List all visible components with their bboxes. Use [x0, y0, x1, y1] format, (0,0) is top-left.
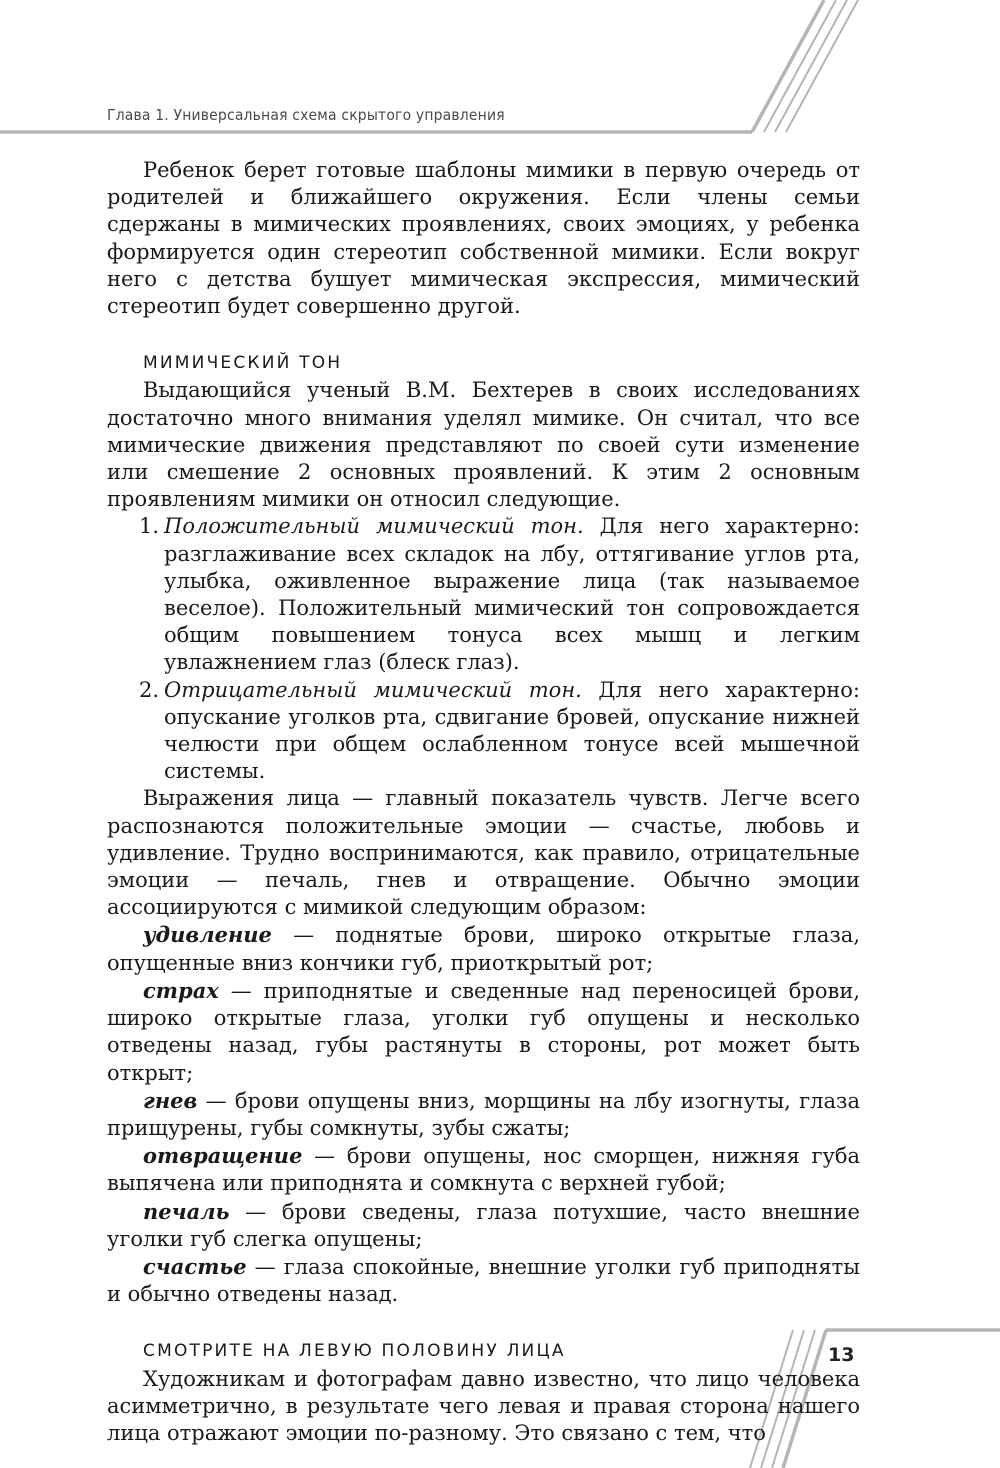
list-item: [107, 513, 860, 676]
emotion-entry: [107, 977, 860, 1087]
emotion-term: счастье: [143, 1253, 247, 1279]
list-number: 2.: [139, 677, 160, 702]
emotion-entry: [107, 1253, 860, 1308]
list-term: Положительный мимический тон.: [164, 514, 584, 539]
emotion-description: — приподнятые и сведенные над переносицей брови, широко открытые глаза, уголки губ опущены и несколько отведены назад, губы растянуты в стороны, рот может быть открыт;: [107, 978, 860, 1085]
intro-paragraph: Ребенок берет готовые шаблоны мимики в первую очередь от родителей и ближайшего окружения. Если члены семьи сдержаны в мимических проявлениях, своих эмоциях, у ребенка формируется один стереотип собственной мимики. Если вокруг него с детства бушует мимическая экспрессия, мимический стереотип будет совершенно другой.: [107, 158, 860, 319]
list-term: Отрицательный мимический тон.: [164, 677, 582, 702]
mimic-tone-list: [107, 513, 860, 785]
emotion-term: страх: [143, 977, 219, 1003]
emotion-description: — брови опущены, нос сморщен, нижняя губа выпячена или приподнята и сомкнута с верхней губой;: [107, 1144, 860, 1196]
list-text: Для него характерно: разглаживание всех складок на лбу, оттягивание углов рта, улыбка, оживленное выражение лица (так называемое веселое). Положительный мимический тон сопровождается общим повышением тонуса всех мышц и легким увлажнением глаз (блеск глаз).: [164, 514, 860, 675]
emotion-term: отвращение: [143, 1143, 303, 1169]
page-body: [107, 157, 860, 1447]
emotion-description: — брови опущены вниз, морщины на лбу изогнуты, глаза прищурены, губы сомкнуты, зубы сжаты;: [107, 1088, 860, 1140]
emotion-description: — поднятые брови, широко открытые глаза, опущенные вниз кончики губ, приоткрытый рот;: [107, 923, 860, 975]
list-number: 1.: [139, 514, 160, 539]
page-number: 13: [828, 1344, 855, 1366]
emotion-entry: [107, 1142, 860, 1197]
section-intro-paragraph: Выдающийся ученый В.М. Бехтерев в своих исследованиях достаточно много внимания уделял мимике. Он считал, что все мимические движения представляют по своей сути изменение или смешение 2 основных проявлений. К этим 2 основным проявлениям мимики он относил следующие.: [107, 378, 860, 512]
emotion-term: печаль: [143, 1198, 230, 1224]
list-item: [107, 677, 860, 786]
section-heading-mimic-tone: МИМИЧЕСКИЙ ТОН: [143, 353, 343, 374]
summary-paragraph: Выражения лица — главный показатель чувств. Легче всего распознаются положительные эмоции — счастье, любовь и удивление. Трудно воспринимаются, как правило, отрицательные эмоции — печаль, гнев и отвращение. Обычно эмоции ассоциируются с мимикой следующим образом:: [107, 786, 860, 920]
emotion-description: — глаза спокойные, внешние уголки губ приподняты и обычно отведены назад.: [107, 1254, 860, 1307]
emotion-entry: [107, 1198, 860, 1253]
emotion-entry: [107, 1087, 860, 1142]
section2-paragraph: Художникам и фотографам давно известно, что лицо человека асимметрично, в результате чего левая и правая сторона нашего лица отражают эмоции по-разному. Это связано с тем, что: [107, 1366, 860, 1445]
emotion-description: — брови сведены, глаза потухшие, часто внешние уголки губ слегка опущены;: [107, 1199, 860, 1251]
emotion-entry: [107, 921, 860, 976]
section-heading-left-face: СМОТРИТЕ НА ЛЕВУЮ ПОЛОВИНУ ЛИЦА: [143, 1341, 566, 1362]
emotion-term: удивление: [143, 922, 272, 948]
list-text: Для него характерно: опускание уголков рта, сдвигание бровей, опускание нижней челюсти при общем ослабленном тонусе всей мышечной системы.: [164, 677, 860, 784]
emotion-term: гнев: [143, 1087, 198, 1113]
running-head: Глава 1. Универсальная схема скрытого управления: [107, 106, 505, 124]
